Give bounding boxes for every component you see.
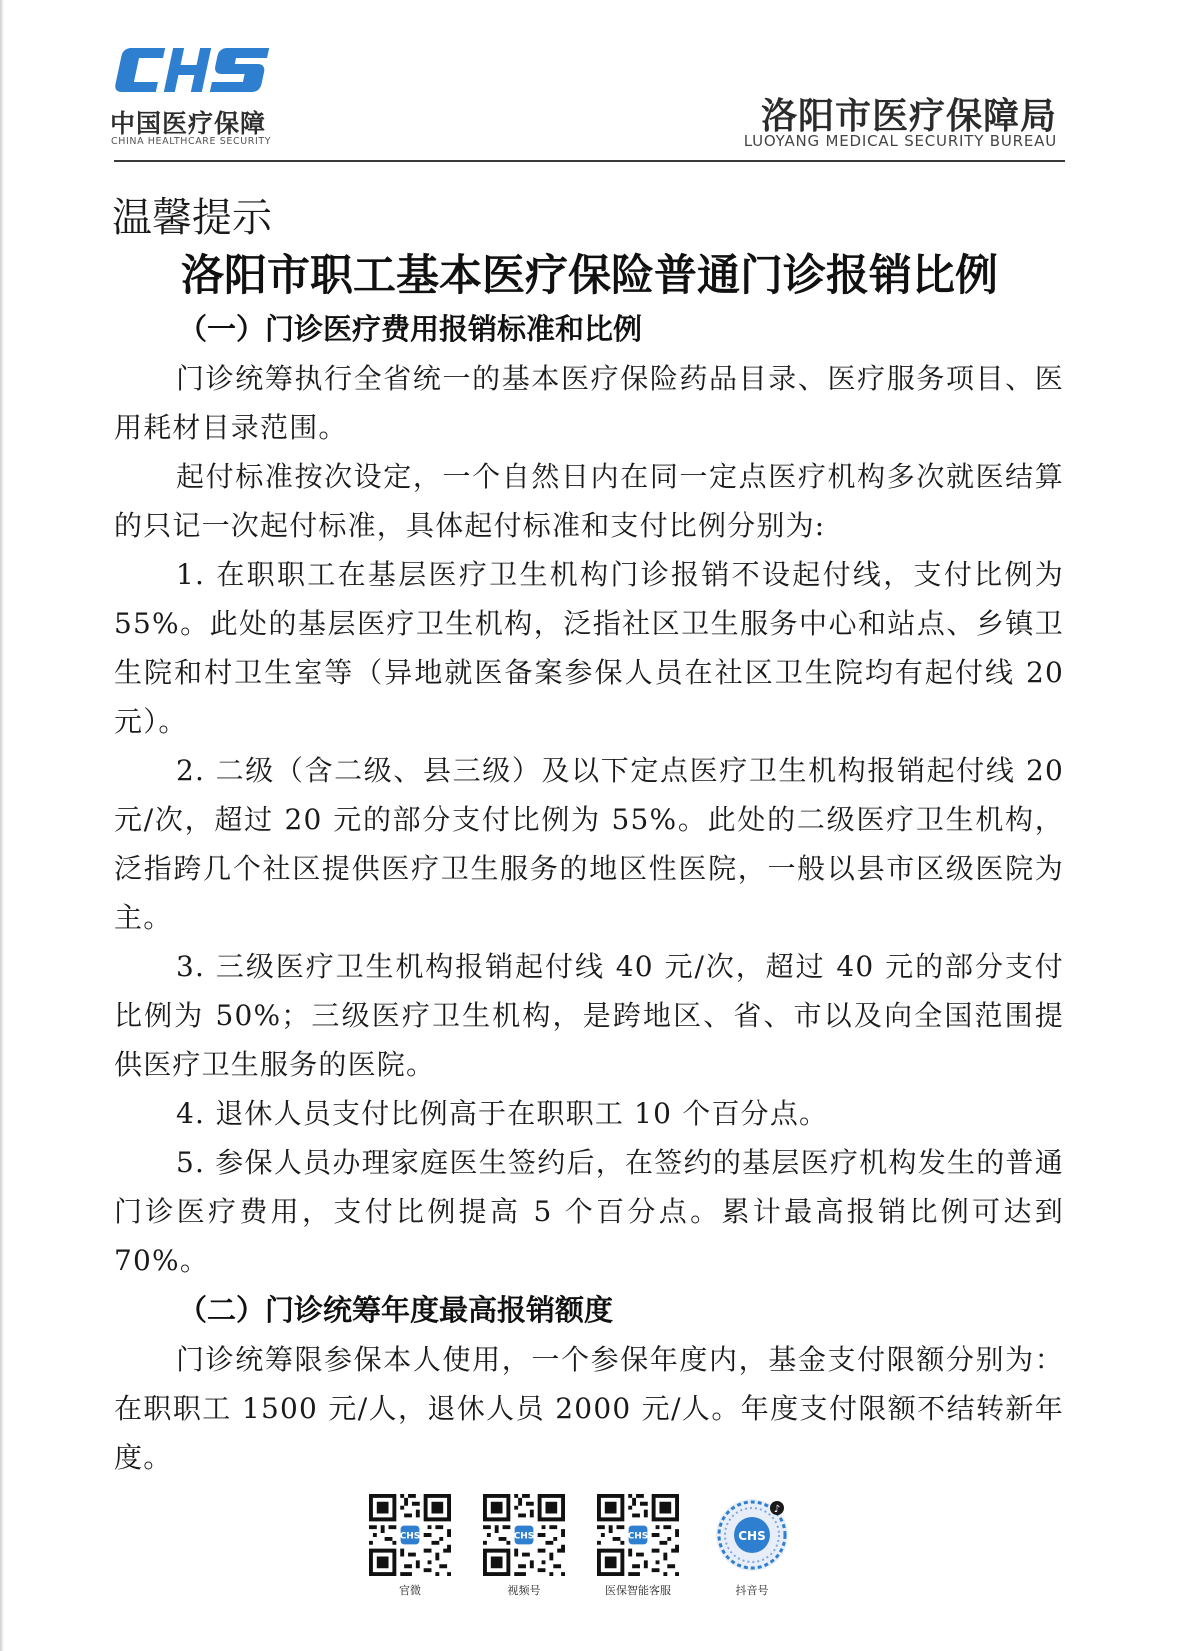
svg-text:♪: ♪ (773, 1504, 781, 1515)
logo-chinese-name: 中国医疗保障 (110, 109, 267, 138)
section-heading-2: （二）门诊统筹年度最高报销额度 (178, 1293, 614, 1327)
logo-english-name: CHINA HEALTHCARE SECURITY (111, 136, 272, 147)
qr-label: 视频号 (507, 1584, 541, 1597)
qr-douyin[interactable] (692, 1494, 812, 1598)
paragraph: 起付标准按次设定，一个自然日内在同一定点医疗机构多次就医结算的只记一次起付标准，具体起付标准和支付比例分别为: (114, 460, 1064, 542)
paragraph: 门诊统筹执行全省统一的基本医疗保险药品目录、医疗服务项目、医用耗材目录范围。 (114, 362, 1064, 444)
header-divider (114, 160, 1065, 162)
list-item: 2. 二级（含二级、县三级）及以下定点医疗卫生机构报销起付线 20 元/次，超过 20 元的部分支付比例为 55%。此处的二级医疗卫生机构，泛指跨几个社区提供医疗卫生服务的地区性医院，一般以县市区级医院为主。 (114, 754, 1064, 934)
svg-text:CHS: CHS (738, 1529, 766, 1543)
list-item: 1. 在职职工在基层医疗卫生机构门诊报销不设起付线，支付比例为 55%。此处的基层医疗卫生机构，泛指社区卫生服务中心和站点、乡镇卫生院和村卫生室等（异地就医备案参保人员在社区卫生院均有起付线 20 元）。 (114, 558, 1064, 738)
paragraph: 门诊统筹限参保本人使用，一个参保年度内，基金支付限额分别为：在职职工 1500 元/人，退休人员 2000 元/人。年度支付限额不结转新年度。 (114, 1343, 1064, 1474)
notice-title: 温馨提示 (112, 195, 272, 241)
douyin-code-icon (711, 1494, 793, 1576)
chs-logo-icon (110, 44, 280, 96)
qr-label: 官微 (399, 1584, 421, 1597)
list-item: 4. 退休人员支付比例高于在职职工 10 个百分点。 (176, 1097, 829, 1130)
page-title: 洛阳市职工基本医疗保险普通门诊报销比例 (181, 251, 998, 301)
qr-label: 医保智能客服 (605, 1584, 671, 1597)
qr-code-icon (369, 1494, 451, 1576)
document-body (114, 304, 1064, 1482)
qr-official-wechat[interactable] (350, 1494, 470, 1598)
section-heading-1: （一）门诊医疗费用报销标准和比例 (178, 312, 643, 346)
bureau-name-chinese: 洛阳市医疗保障局 (760, 96, 1057, 137)
qr-code-row (0, 1494, 1179, 1604)
qr-code-icon (483, 1494, 565, 1576)
qr-label: 抖音号 (735, 1584, 769, 1597)
qr-code-icon (597, 1494, 679, 1576)
qr-video-account[interactable] (464, 1494, 584, 1598)
list-item: 3. 三级医疗卫生机构报销起付线 40 元/次，超过 40 元的部分支付比例为 50%；三级医疗卫生机构，是跨地区、省、市以及向全国范围提供医疗卫生服务的医院。 (114, 950, 1064, 1081)
bureau-name-english: LUOYANG MEDICAL SECURITY BUREAU (743, 132, 1057, 150)
qr-smart-service[interactable] (578, 1494, 698, 1598)
list-item: 5. 参保人员办理家庭医生签约后，在签约的基层医疗机构发生的普通门诊医疗费用，支付比例提高 5 个百分点。累计最高报销比例可达到 70%。 (114, 1146, 1064, 1277)
